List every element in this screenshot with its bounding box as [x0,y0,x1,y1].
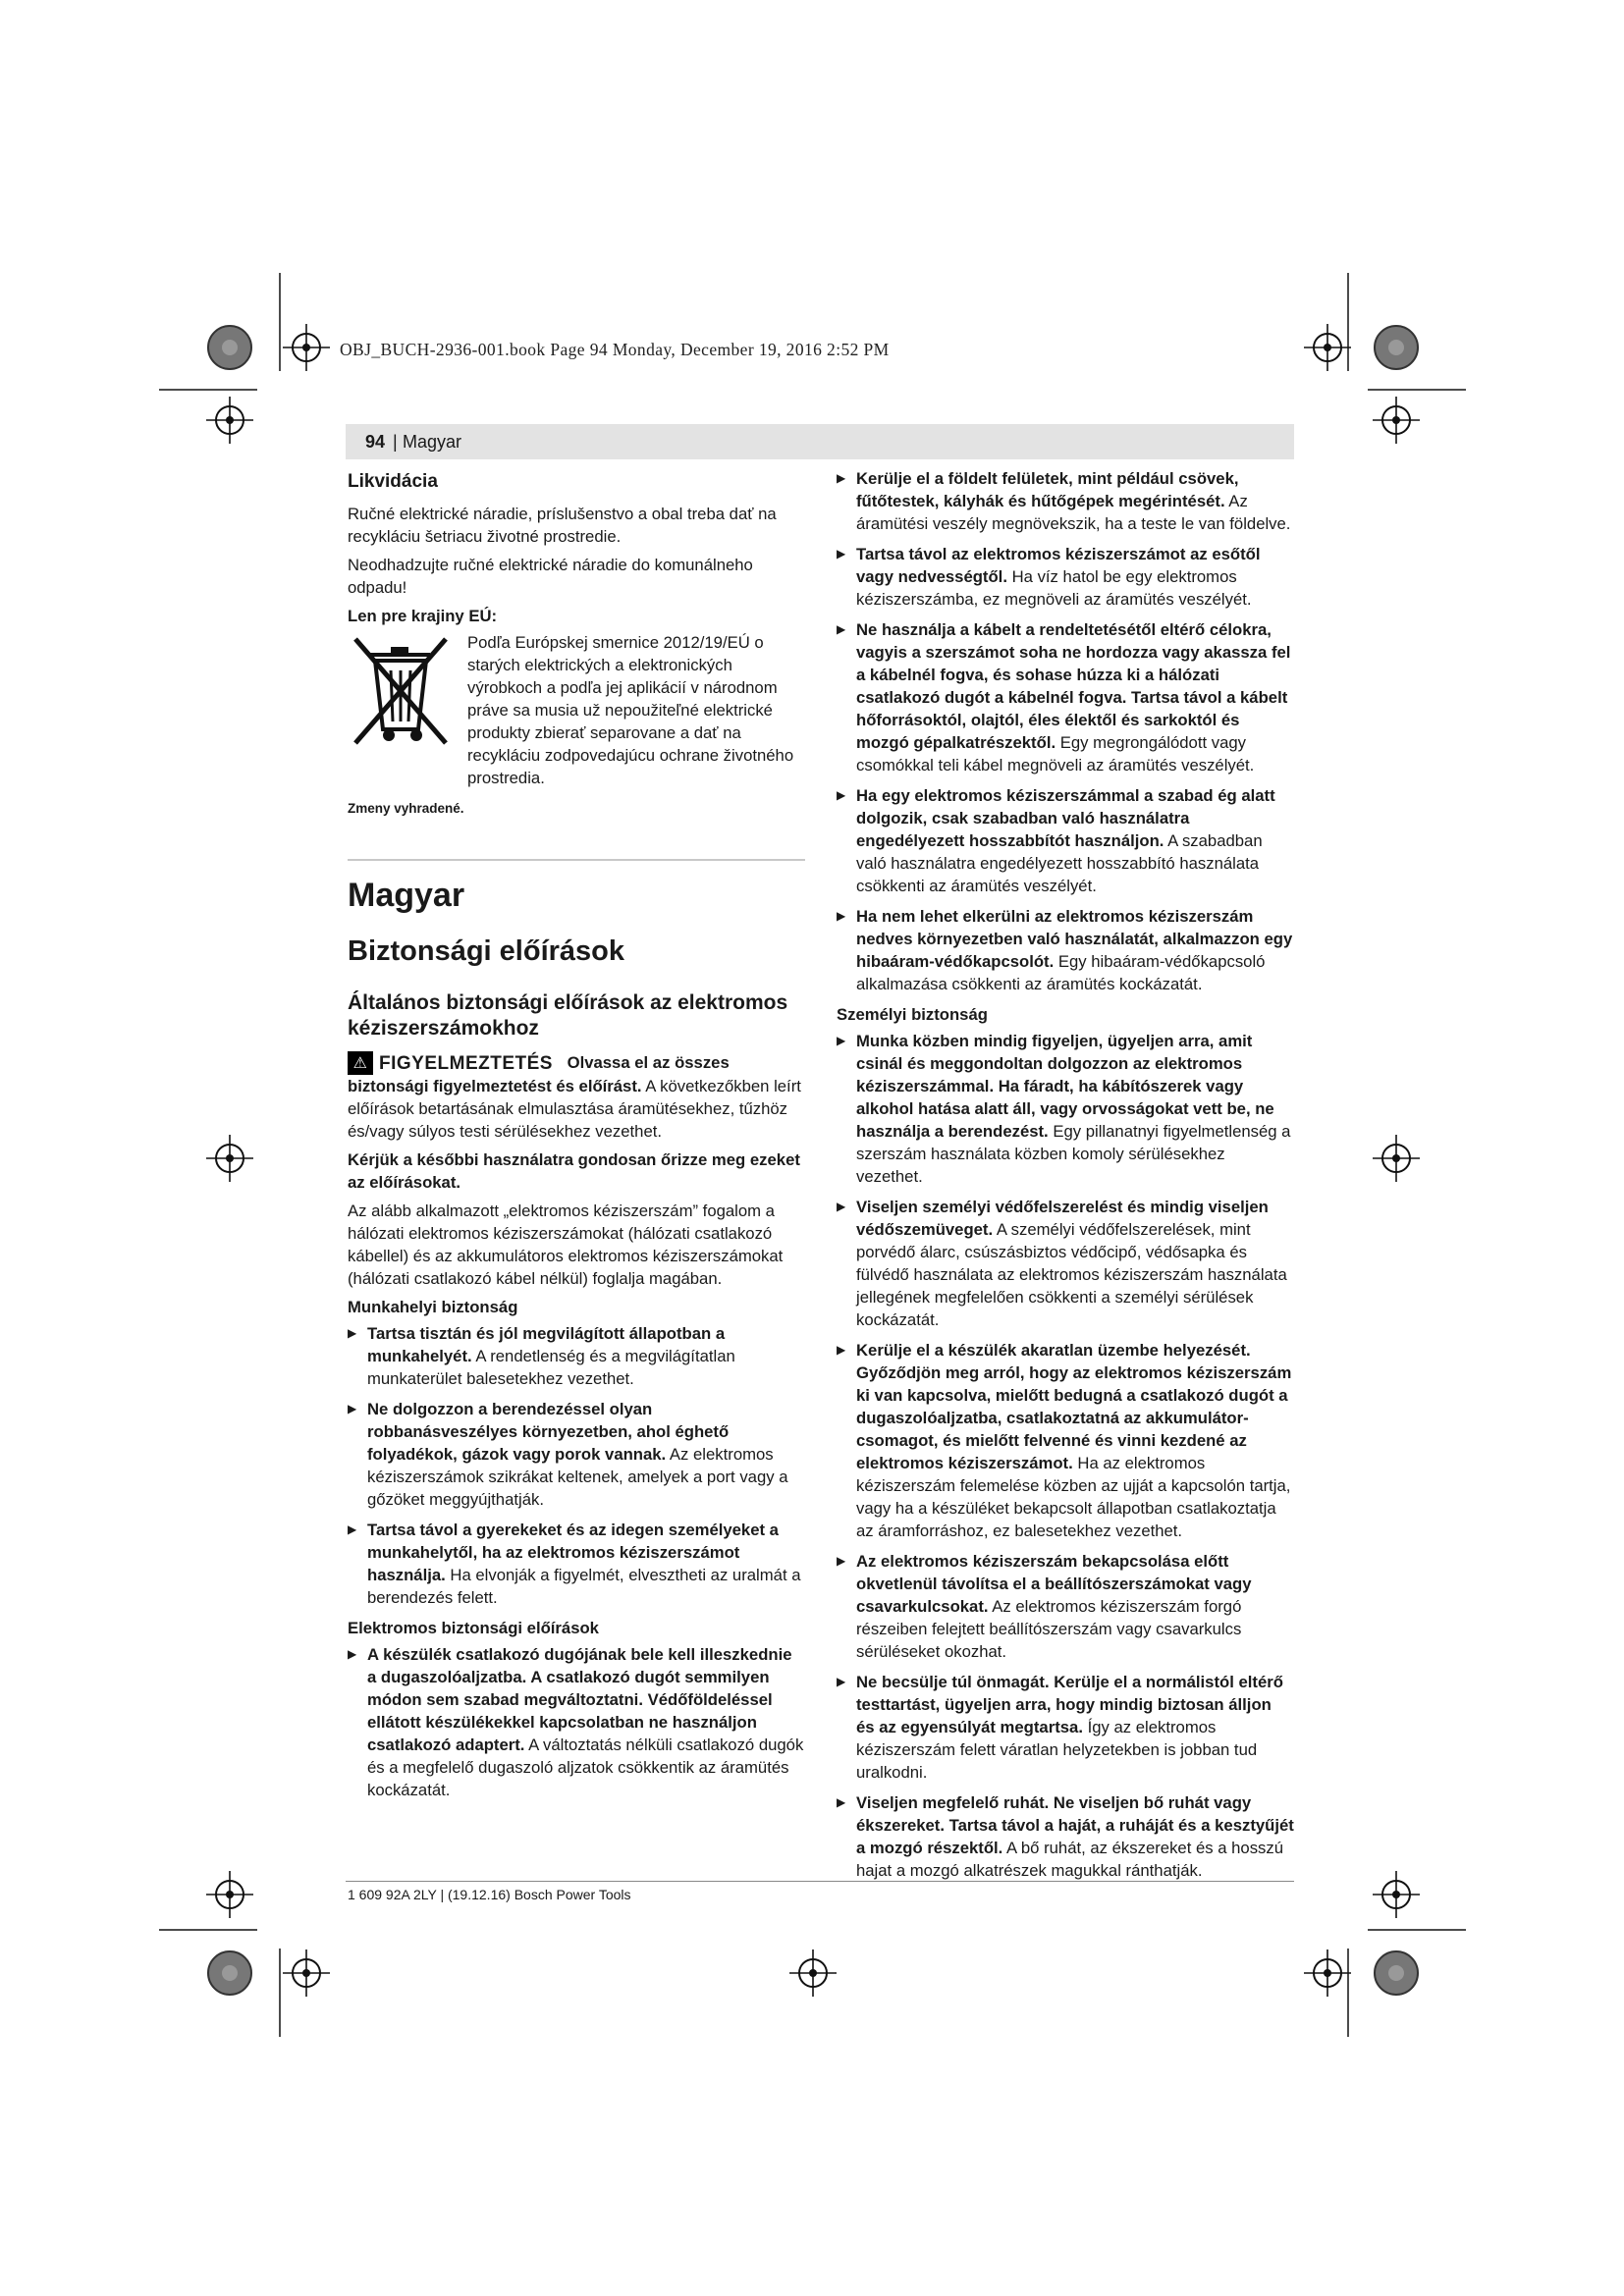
footer-rule [346,1881,1294,1882]
header-language: Magyar [403,432,462,452]
warning-label-text: FIGYELMEZTETÉS [379,1052,553,1074]
header-separator: | [393,432,398,452]
list-item: ▶ Kerülje el a készülék akaratlan üzembe helyezését. Győződjön meg arról, hogy az elektromos kéziszerszám ki van kapcsolva, mielőtt bedugná a csatlakozó dugót a dugaszolóaljzatba, csatlakoztatná az akkumulátor-csomagot, és mielőtt felvenné és vinni kezdené az elektromos kéziszerszámot. Ha az elektromos kéziszerszám felemelése közben az ujját a kapcsolón tartja, vagy ha a készüléket bekapcsolt állapotban csatlakoztatja az áramforráshoz, ez balesetekhez vezethet. [837,1339,1294,1542]
eu-heading: Len pre krajiny EÚ: [348,607,498,625]
page-footer: 1 609 92A 2LY | (19.12.16) Bosch Power Tools [348,1887,631,1902]
book-slug: OBJ_BUCH-2936-001.book Page 94 Monday, December 19, 2016 2:52 PM [340,340,890,359]
weee-block [348,631,805,789]
eu-directive-text: Podľa Európskej smernice 2012/19/EÚ o starých elektrických a elektronických výrobkoch a podľa jej aplikácií v národnom práve sa musia už nepoužiteľné elektrické produkty zbierať separovane a dať na recykláciu zodpovedajúcu ochrane životného prostredia. [467,633,794,787]
page-header [346,424,1294,459]
right-column [837,467,1294,1890]
list-item: ▶ Tartsa távol az elektromos kéziszerszámot az esőtől vagy nedvességtől. Ha víz hatol be egy elektromos kéziszerszámba, ez megnöveli az áramütés veszélyét. [837,543,1294,611]
list-item: ▶ Tartsa távol a gyerekeket és az idegen személyeket a munkahelytől, ha az elektromos kéziszerszámot használja. Ha elvonják a figyelmét, elvesztheti az uralmát a berendezés felett. [348,1519,805,1609]
definition-paragraph: Az alább alkalmazott „elektromos kéziszerszám” fogalom a hálózati elektromos kéziszerszámokat (hálózati csatlakozó kábellel) és az akkumulátoros elektromos kéziszerszámokat (hálózati csatlakozó kábel nélkül) foglalja magában. [348,1201,784,1288]
list-item: ▶ A készülék csatlakozó dugójának bele kell illeszkednie a dugaszolóaljzatba. A csatlakozó dugót semmilyen módon sem szabad megváltoztatni. Védőföldeléssel ellátott készülékekkel kapcsolatban ne használjon csatlakozó adaptert. A változtatás nélküli csatlakozó dugók és a megfelelő dugaszoló aljzatok csökkentik az áramütés kockázatát. [348,1643,805,1801]
work-safety-heading: Munkahelyi biztonság [348,1298,518,1316]
safety-heading: Biztonsági előírások [348,935,625,967]
list-item: ▶ Viseljen személyi védőfelszerelést és mindig viseljen védőszemüveget. A személyi védőfelszerelések, mint porvédő álarc, csúszásbiztos védőcipő, védősapka és fülvédő használata az elektromos kéziszerszám használata jellegének megfelelően csökkenti a személyi sérülések kockázatát. [837,1196,1294,1331]
section-divider [348,859,805,861]
warning-label [348,1051,553,1075]
language-heading: Magyar [348,877,465,914]
changes-reserved: Zmeny vyhradené. [348,801,464,816]
warning-bold-text: Olvassa el az összes biztonsági figyelmeztetést és előírást. [348,1053,730,1095]
list-item: ▶ Munka közben mindig figyeljen, ügyeljen arra, amit csinál és meggondoltan dolgozzon az elektromos kéziszerszámmal. Ha fáradt, ha kábítószerek vagy alkohol hatása alatt áll, vagy orvosságokat vett be, ne használja a berendezést. Egy pillanatnyi figyelmetlenség a szerszám használata közben komoly sérülésekhez vezethet. [837,1030,1294,1188]
list-item: ▶ Ha egy elektromos kéziszerszámmal a szabad ég alatt dolgozik, csak szabadban való használatra engedélyezett hosszabbítót használjon. A szabadban való használatra engedélyezett hosszabbító használata csökkenti az áramütés veszélyét. [837,784,1294,897]
list-item: ▶ Ne dolgozzon a berendezéssel olyan robbanásveszélyes környezetben, ahol éghető folyadékok, gázok vagy porok vannak. Az elektromos kéziszerszámok szikrákat keltenek, amelyek a port vagy a gőzöket meggyújthatják. [348,1398,805,1511]
page-number: 94 [365,432,386,452]
likvidacia-paragraph-1: Ručné elektrické náradie, príslušenstvo a obal treba dať na recykláciu šetriacu životné prostredie. [348,505,777,546]
list-item: ▶ Tartsa tisztán és jól megvilágított állapotban a munkahelyét. A rendetlenség és a megvilágítatlan munkaterület balesetekhez vezethet. [348,1322,805,1390]
list-item: ▶ Ne használja a kábelt a rendeltetésétől eltérő célokra, vagyis a szerszámot soha ne hordozza vagy akassza fel a kábelnél fogva, és sohase húzza ki a hálózati csatlakozó dugót a kábelnél fogva. Tartsa távol a kábelt hőforrásoktól, olajtól, éles élektől és sarkoktól és mozgó gépalkatrészektől. Egy megrongálódott vagy csomókkal teli kábel megnöveli az áramütés veszélyét. [837,618,1294,776]
list-item: ▶ Kerülje el a földelt felületek, mint például csövek, fűtőtestek, kályhák és hűtőgépek megérintését. Az áramütési veszély megnövekszik, ha a teste le van földelve. [837,467,1294,535]
likvidacia-heading: Likvidácia [348,471,438,492]
warning-rest-text: A következőkben leírt előírások betartásának elmulasztása áramütésekhez, tűzhöz és/vagy súlyos testi sérülésekhez vezethet. [348,1077,801,1141]
personal-safety-heading: Személyi biztonság [837,1005,988,1024]
warning-paragraph [348,1051,805,1143]
likvidacia-paragraph-2: Neodhadzujte ručné elektrické náradie do komunálneho odpadu! [348,556,753,597]
list-item: ▶ Viseljen megfelelő ruhát. Ne viseljen bő ruhát vagy ékszereket. Tartsa távol a haját, a ruháját és a kesztyűjét a mozgó részektől. A bő ruhát, az ékszereket és a hosszú hajat a mozgó alkatrészek magukkal ránthatják. [837,1791,1294,1882]
list-item: ▶ Ne becsülje túl önmagát. Kerülje el a normálistól eltérő testtartást, ügyeljen arra, hogy mindig biztosan álljon és az egyensúlyát megtartsa. Így az elektromos kéziszerszám felett váratlan helyzetekben is jobban tud uralkodni. [837,1671,1294,1784]
left-column [348,467,805,1809]
warning-triangle-icon: ⚠ [348,1051,373,1075]
list-item: ▶ Ha nem lehet elkerülni az elektromos kéziszerszám nedves környezetben való használatát, alkalmazzon egy hibaáram-védőkapcsolót. Egy hibaáram-védőkapcsoló alkalmazása csökkenti az áramütés kockázatát. [837,905,1294,995]
list-item: ▶ Az elektromos kéziszerszám bekapcsolása előtt okvetlenül távolítsa el a beállítószerszámokat vagy csavarkulcsokat. Az elektromos kéziszerszám forgó részeiben felejtett beállítószerszám vagy csavarkulcs sérüléseket okozhat. [837,1550,1294,1663]
electrical-safety-heading: Elektromos biztonsági előírások [348,1619,599,1637]
crossed-out-wheelie-bin-icon [348,631,454,749]
general-safety-heading: Általános biztonsági előírások az elektromos kéziszerszámokhoz [348,991,788,1040]
keep-instructions: Kérjük a későbbi használatra gondosan őrizze meg ezeket az előírásokat. [348,1150,800,1192]
